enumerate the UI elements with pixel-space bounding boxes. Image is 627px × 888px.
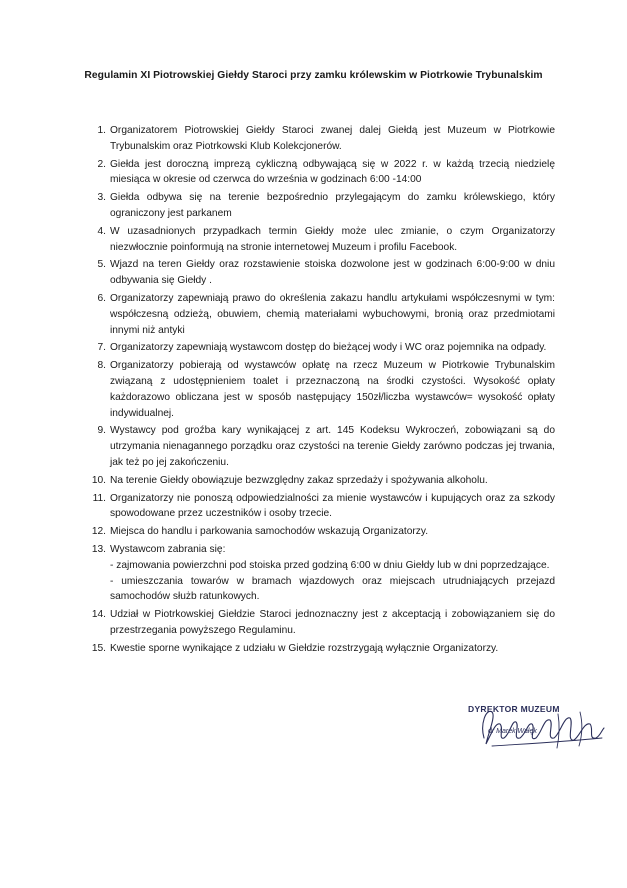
rule-text: Organizatorzy zapewniają prawo do określenia zakazu handlu artykułami współczesnymi w tym: współczesną odzieżą, obuwiem, chemią materiałami wybuchowymi, bronią oraz przedmiotami innymi niż antyki <box>110 292 555 336</box>
rule-item <box>0 607 627 639</box>
rule-item <box>0 224 627 256</box>
rule-item <box>0 123 627 155</box>
rule-number: 4. <box>97 225 106 237</box>
rule-text: Wystawcy pod groźba kary wynikającej z art. 145 Kodeksu Wykroczeń, zobowiązani są do utrzymania nienagannego porządku oraz czystości na terenie Giełdy zarówno podczas jej trwania, jak też po jej zakończeniu. <box>110 425 555 468</box>
rule-number: 11. <box>92 492 106 504</box>
rule-number: 3. <box>97 192 106 204</box>
signature-stroke <box>492 738 602 746</box>
signature-stamp <box>462 694 612 754</box>
rule-item <box>0 340 627 356</box>
rule-item <box>0 291 627 338</box>
rule-text: Miejsca do handlu i parkowania samochodów wskazują Organizatorzy. <box>110 526 429 538</box>
stamp-title: DYREKTOR MUZEUM <box>468 704 560 714</box>
rule-number: 10. <box>91 474 106 486</box>
rule-item <box>0 491 627 523</box>
rule-text: Na terenie Giełdy obowiązuje bezwzględny zakaz sprzedaży i spożywania alkoholu. <box>110 474 488 486</box>
rule-item <box>0 190 627 222</box>
document-title: Regulamin XI Piotrowskiej Giełdy Staroci przy zamku królewskim w Piotrkowie Trybunalskim <box>84 70 543 81</box>
rule-item <box>0 542 627 605</box>
rule-number: 5. <box>97 259 106 271</box>
rule-item <box>0 423 627 470</box>
rule-subitem: - zajmowania powierzchni pod stoiska przed godziną 6:00 w dniu Giełdy lub w dni poprzedzające. <box>110 559 550 571</box>
rule-number: 9. <box>97 425 106 437</box>
rule-text: Organizatorzy zapewniają wystawcom dostęp do bieżącej wody i WC oraz pojemnika na odpady. <box>110 342 547 354</box>
rule-text: Organizatorzy nie ponoszą odpowiedzialności za mienie wystawców i kupujących oraz za szkody spowodowane przez uczestników i osoby trzecie. <box>110 492 555 520</box>
rules-list <box>0 118 627 657</box>
rule-item <box>0 473 627 489</box>
rule-number: 1. <box>97 125 106 136</box>
rule-number: 6. <box>97 292 106 304</box>
rule-item <box>0 257 627 289</box>
rule-text: W uzasadnionych przypadkach termin Giełdy może ulec zmianie, o czym Organizatorzy niezwłocznie poinformują na stronie internetowej Muzeum i profilu Facebook. <box>110 225 555 253</box>
rule-number: 2. <box>97 158 106 170</box>
rule-text: Kwestie sporne wynikające z udziału w Giełdzie rozstrzygają wyłącznie Organizatorzy. <box>110 642 499 654</box>
rule-item <box>0 358 627 421</box>
rule-number: 14. <box>91 609 106 621</box>
rule-text: Wystawcom zabrania się: <box>110 543 226 555</box>
rule-text: Organizatorem Piotrowskiej Giełdy Staroci zwanej dalej Giełdą jest Muzeum w Piotrkowie Trybunalskim oraz Piotrkowski Klub Kolekcjonerów. <box>110 125 555 152</box>
rule-item <box>0 641 627 657</box>
rule-text: Udział w Piotrkowskiej Giełdzie Staroci jednoznaczny jest z akceptacją i zobowiązaniem się do przestrzegania powyższego Regulaminu. <box>110 609 555 636</box>
stamp-name: dr Marek Wałęk <box>488 728 537 735</box>
rule-number: 13. <box>91 543 106 555</box>
rule-text: Organizatorzy pobierają od wystawców opłatę na rzecz Muzeum w Piotrkowie Trybunalskim związaną z udostępnieniem toalet i przeznaczoną na środki czystości. Wysokość opłaty każdorazowo obliczana jest w sposób następujący 150zł/liczba wystawców= wysokość opłaty indywidualnej. <box>110 360 555 419</box>
rule-subitem: - umieszczania towarów w bramach wjazdowych oraz miejscach utrudniających przejazd samochodów służb ratunkowych. <box>110 575 555 603</box>
rule-item <box>0 157 627 189</box>
handwritten-signature <box>462 694 612 754</box>
rule-text: Wjazd na teren Giełdy oraz rozstawienie stoiska dozwolone jest w godzinach 6:00-9:00 w dniu odbywania się Giełdy . <box>110 259 555 287</box>
rule-number: 12. <box>91 526 106 538</box>
rule-text: Giełda odbywa się na terenie bezpośrednio przylegającym do zamku królewskiego, który ograniczony jest parkanem <box>110 192 555 219</box>
rule-text: Giełda jest doroczną imprezą cykliczną odbywającą się w 2022 r. w każdą trzecią niedzielę miesiąca w okresie od czerwca do września w godzinach 6:00 -14:00 <box>110 158 555 186</box>
rule-number: 8. <box>97 360 106 372</box>
rule-number: 15. <box>91 642 106 654</box>
signature-stroke <box>579 712 582 746</box>
rule-item <box>0 524 627 540</box>
signature-stroke <box>557 714 559 748</box>
rule-number: 7. <box>97 342 106 354</box>
